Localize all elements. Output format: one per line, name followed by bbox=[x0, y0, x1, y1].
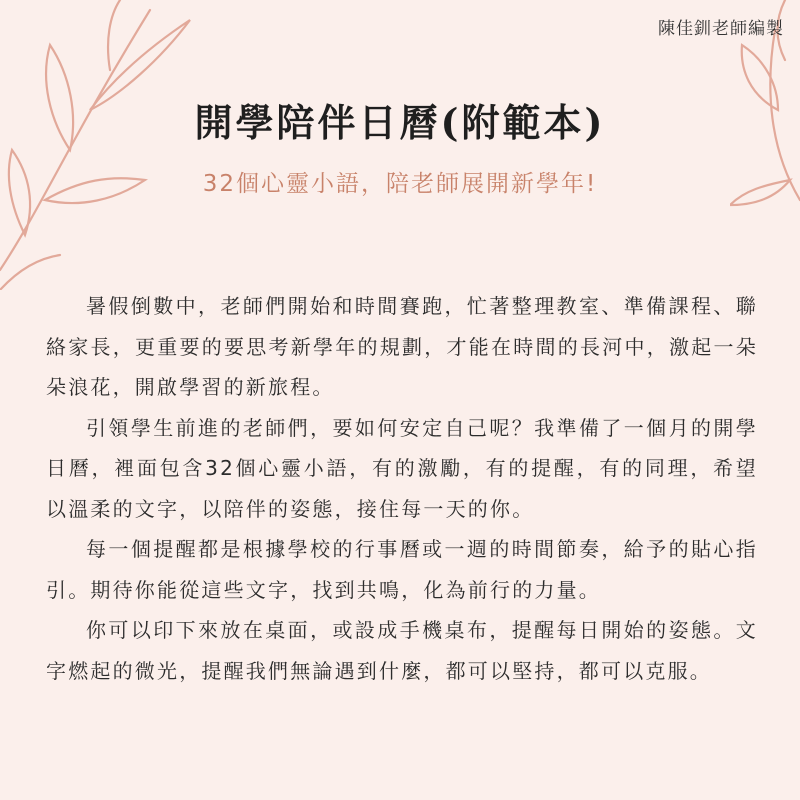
page-subtitle: 32個心靈小語，陪老師展開新學年! bbox=[202, 171, 598, 197]
article-body bbox=[46, 286, 758, 691]
paragraph-1: 暑假倒數中，老師們開始和時間賽跑，忙著整理教室、準備課程、聯絡家長，更重要的要思考新學年的規劃，才能在時間的長河中，激起一朵朵浪花，開啟學習的新旅程。 bbox=[46, 294, 758, 399]
author-credit: 陳佳釧老師編製 bbox=[658, 19, 784, 39]
page-title: 開學陪伴日曆(附範本) bbox=[194, 100, 606, 145]
paragraph-3: 每一個提醒都是根據學校的行事曆或一週的時間節奏，給予的貼心指引。期待你能從這些文字，找到共鳴，化為前行的力量。 bbox=[46, 537, 758, 602]
paragraph-4: 你可以印下來放在桌面，或設成手機桌布，提醒每日開始的姿態。文字燃起的微光，提醒我們無論遇到什麼，都可以堅持，都可以克服。 bbox=[46, 618, 758, 683]
paragraph-2: 引領學生前進的老師們，要如何安定自己呢？我準備了一個月的開學日曆，裡面包含32個心靈小語，有的激勵，有的提醒，有的同理，希望以溫柔的文字，以陪伴的姿態，接住每一天的你。 bbox=[46, 415, 758, 521]
